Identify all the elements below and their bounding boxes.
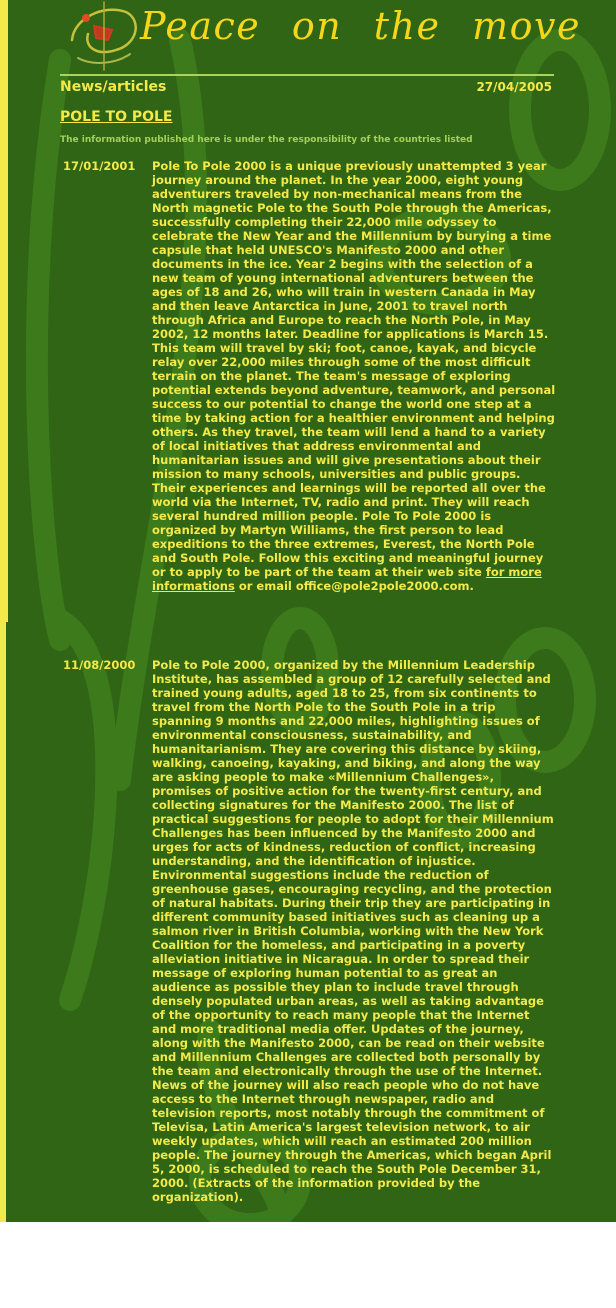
article-text: Pole To Pole 2000 is a unique previously unattempted 3 year journey around the planet. In the year 2000, eight young adventurers traveled by non-mechanical means from the North magnetic Pole to the South Pole through the Americas, successfully completing their 22,000 mile odyssey to celebrate the New Year and the Millennium by burying a time capsule that held UNESCO's Manifesto 2000 and other documents in the ice. Year 2 begins with the selection of a new team of young international adventurers between the ages of 18 and 26, who will train in western Canada in May and then leave Antarctica in June, 2001 to travel north through Africa and Europe to reach the North Pole, in May 2002, 12 months later. Deadline for applications is March 15. This team will travel by ski; foot, canoe, kayak, and bicycle relay over 22,000 miles through some of the most difficult terrain on the planet. The team's message of exploring potential extends beyond adventure, teamwork, and personal success to our potential to change the world one step at a time by taking action for a healthier environment and helping others. As they travel, the team will lend a hand to a variety of local initiatives that address environmental and humanitarian issues and will give presentations about their mission to many schools, universities and public groups. Their experiences and learnings will be reported all over the world via the Internet, TV, radio and print. They will reach several hundred million people. Pole To Pole 2000 is organized by Martyn Williams, the first person to lead expeditions to the three extremes, Everest, the North Pole and South Pole. Follow this exciting and meaningful journey or to apply to be part of the team at their web site: [152, 159, 556, 579]
left-yellow-border: [0, 0, 8, 622]
header-divider: [60, 74, 554, 76]
left-yellow-border-lower: [0, 622, 6, 1222]
disclaimer-text: The information published here is under the responsibility of the countries listed: [60, 135, 473, 145]
article-body: [152, 159, 557, 593]
site-title: Peace on the move: [140, 4, 581, 48]
page-date: 27/04/2005: [476, 80, 552, 94]
article-body: [152, 658, 557, 1204]
article-text: Pole to Pole 2000, organized by the Millennium Leadership Institute, has assembled a group of 12 carefully selected and trained young adults, aged 18 to 25, from six continents to travel from the North Pole to the South Pole in a trip spanning 9 months and 22,000 miles, highlighting issues of environmental consciousness, sustainability, and humanitarianism. They are covering this distance by skiing, walking, canoeing, kayaking, and biking, and along the way are asking people to make «Millennium Challenges», promises of positive action for the twenty-first century, and collecting signatures for the Manifesto 2000. The list of practical suggestions for people to adopt for their Millennium Challenges has been influenced by the Manifesto 2000 and urges for acts of kindness, reduction of conflict, increasing understanding, and the identification of injustice. Environmental suggestions include the reduction of greenhouse gases, encouraging recycling, and the protection of natural habitats. During their trip they are participating in different community based initiatives such as cleaning up a salmon river in British Columbia, working with the New York Coalition for the homeless, and participating in a poverty alleviation initiative in Nicaragua. In order to spread their message of exploring human potential to as great an audience as possible they plan to include travel through densely populated urban areas, as well as taking advantage of the opportunity to reach many people that the Internet and more traditional media offer. Updates of the journey, along with the Manifesto 2000, can be read on their website and Millennium Challenges are collected both personally by the team and electronically through the use of the Internet. News of the journey will also reach people who do not have access to the Internet through newspaper, radio and television reports, most notably through the commitment of Televisa, Latin America's largest television network, to air weekly updates, which will reach an estimated 200 million people. The journey through the Americas, which began April 5, 2000, is scheduled to reach the South Pole December 31, 2000. (Extracts of the information provided by the organization).: [152, 658, 554, 1204]
header: [0, 0, 616, 95]
section-label: News/articles: [60, 79, 167, 95]
article-date: 11/08/2000: [63, 658, 136, 672]
more-info-link[interactable]: for more informations: [152, 565, 542, 593]
article-date: 17/01/2001: [63, 159, 136, 173]
logo-swirl-icon: [64, 0, 146, 72]
article-text-tail: or email office@pole2pole2000.com.: [238, 579, 474, 593]
page-heading[interactable]: POLE TO POLE: [60, 109, 173, 125]
